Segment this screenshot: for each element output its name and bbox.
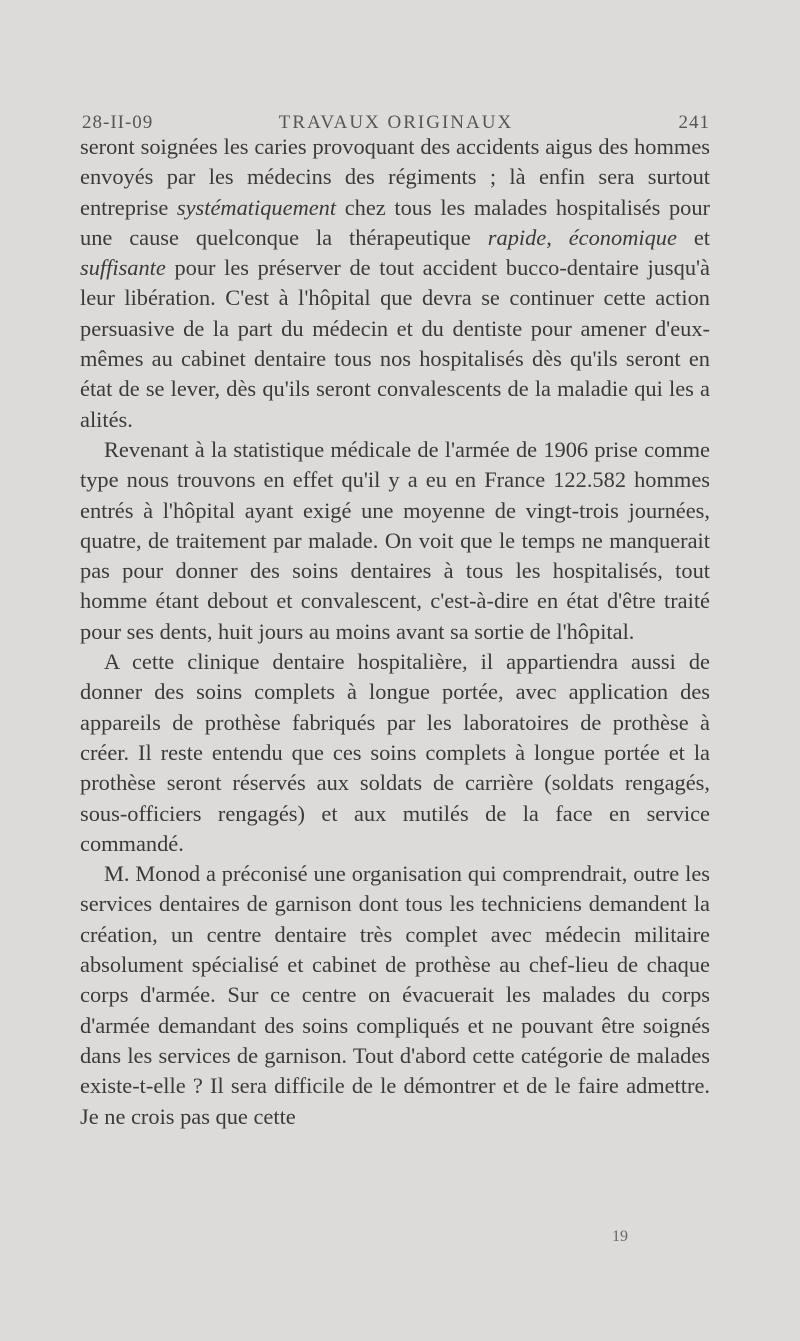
paragraph-1 [80,132,710,435]
paragraph-1-text-b: chez tous les malades hospitalisés pour une cause quelconque la thérapeutique [80,194,710,250]
paragraph-1-text-c: et [676,224,710,250]
body-text [80,132,710,1132]
page-number: 241 [678,112,710,133]
paragraph-2: Revenant à la statistique médicale de l'armée de 1906 prise comme type nous trouvons en effet qu'il y a eu en France 122.582 hommes entrés à l'hôpital ayant exigé une moyenne de vingt-trois journées, quatre, de traitement par malade. On voit que le temps ne manquerait pas pour donner des soins dentaires à tous les hospitalisés, tout homme étant debout et convalescent, c'est-à-dire en état d'être traité pour ses dents, huit jours au moins avant sa sortie de l'hôpital. [80,436,710,644]
paragraph-1-italic-a: systématiquement [176,194,337,220]
header-date: 28-II-09 [82,112,154,133]
paragraph-1-italic-b: rapide, économique [487,224,677,250]
paragraph-1-text-a: seront soignées les caries provoquant des accidents aigus des hommes envoyés par les médecins des régiments ; là enfin sera surtout entreprise [80,134,710,220]
paragraph-4: M. Monod a préconisé une organisation qui comprendrait, outre les services dentaires de garnison dont tous les techniciens demandent la création, un centre dentaire très complet avec médecin militaire absolument spécialisé et cabinet de prothèse au chef-lieu de chaque corps d'armée. Sur ce centre on évacuerait les malades du corps d'armée demandant des soins compliqués et ne pouvant être soignés dans les services de garnison. Tout d'abord cette catégorie de malades existe-t-elle ? Il sera difficile de le démontrer et de le faire admettre. Je ne crois pas que cette [80,861,710,1129]
signature-mark: 19 [612,1228,628,1245]
paragraph-1-italic-c: suffisante [80,255,166,281]
paragraph-3: A cette clinique dentaire hospitalière, il appartiendra aussi de donner des soins complets à longue portée, avec application des appareils de prothèse fabriqués par les laboratoires de prothèse à créer. Il reste entendu que ces soins complets à longue portée et la prothèse seront réservés aux soldats de carrière (soldats rengagés, sous-officiers rengagés) et aux mutilés de la face en service commandé. [80,649,710,856]
paragraph-1-text-d: pour les préserver de tout accident bucco-dentaire jusqu'à leur libération. C'est à l'hôpital que devra se continuer cette action persuasive de la part du médecin et du dentiste pour amener d'eux-mêmes au cabinet dentaire tous nos hospitalisés dès qu'ils seront en état de se lever, dès qu'ils seront convalescents de la maladie qui les a alités. [80,255,710,432]
header-title: TRAVAUX ORIGINAUX [278,112,514,133]
